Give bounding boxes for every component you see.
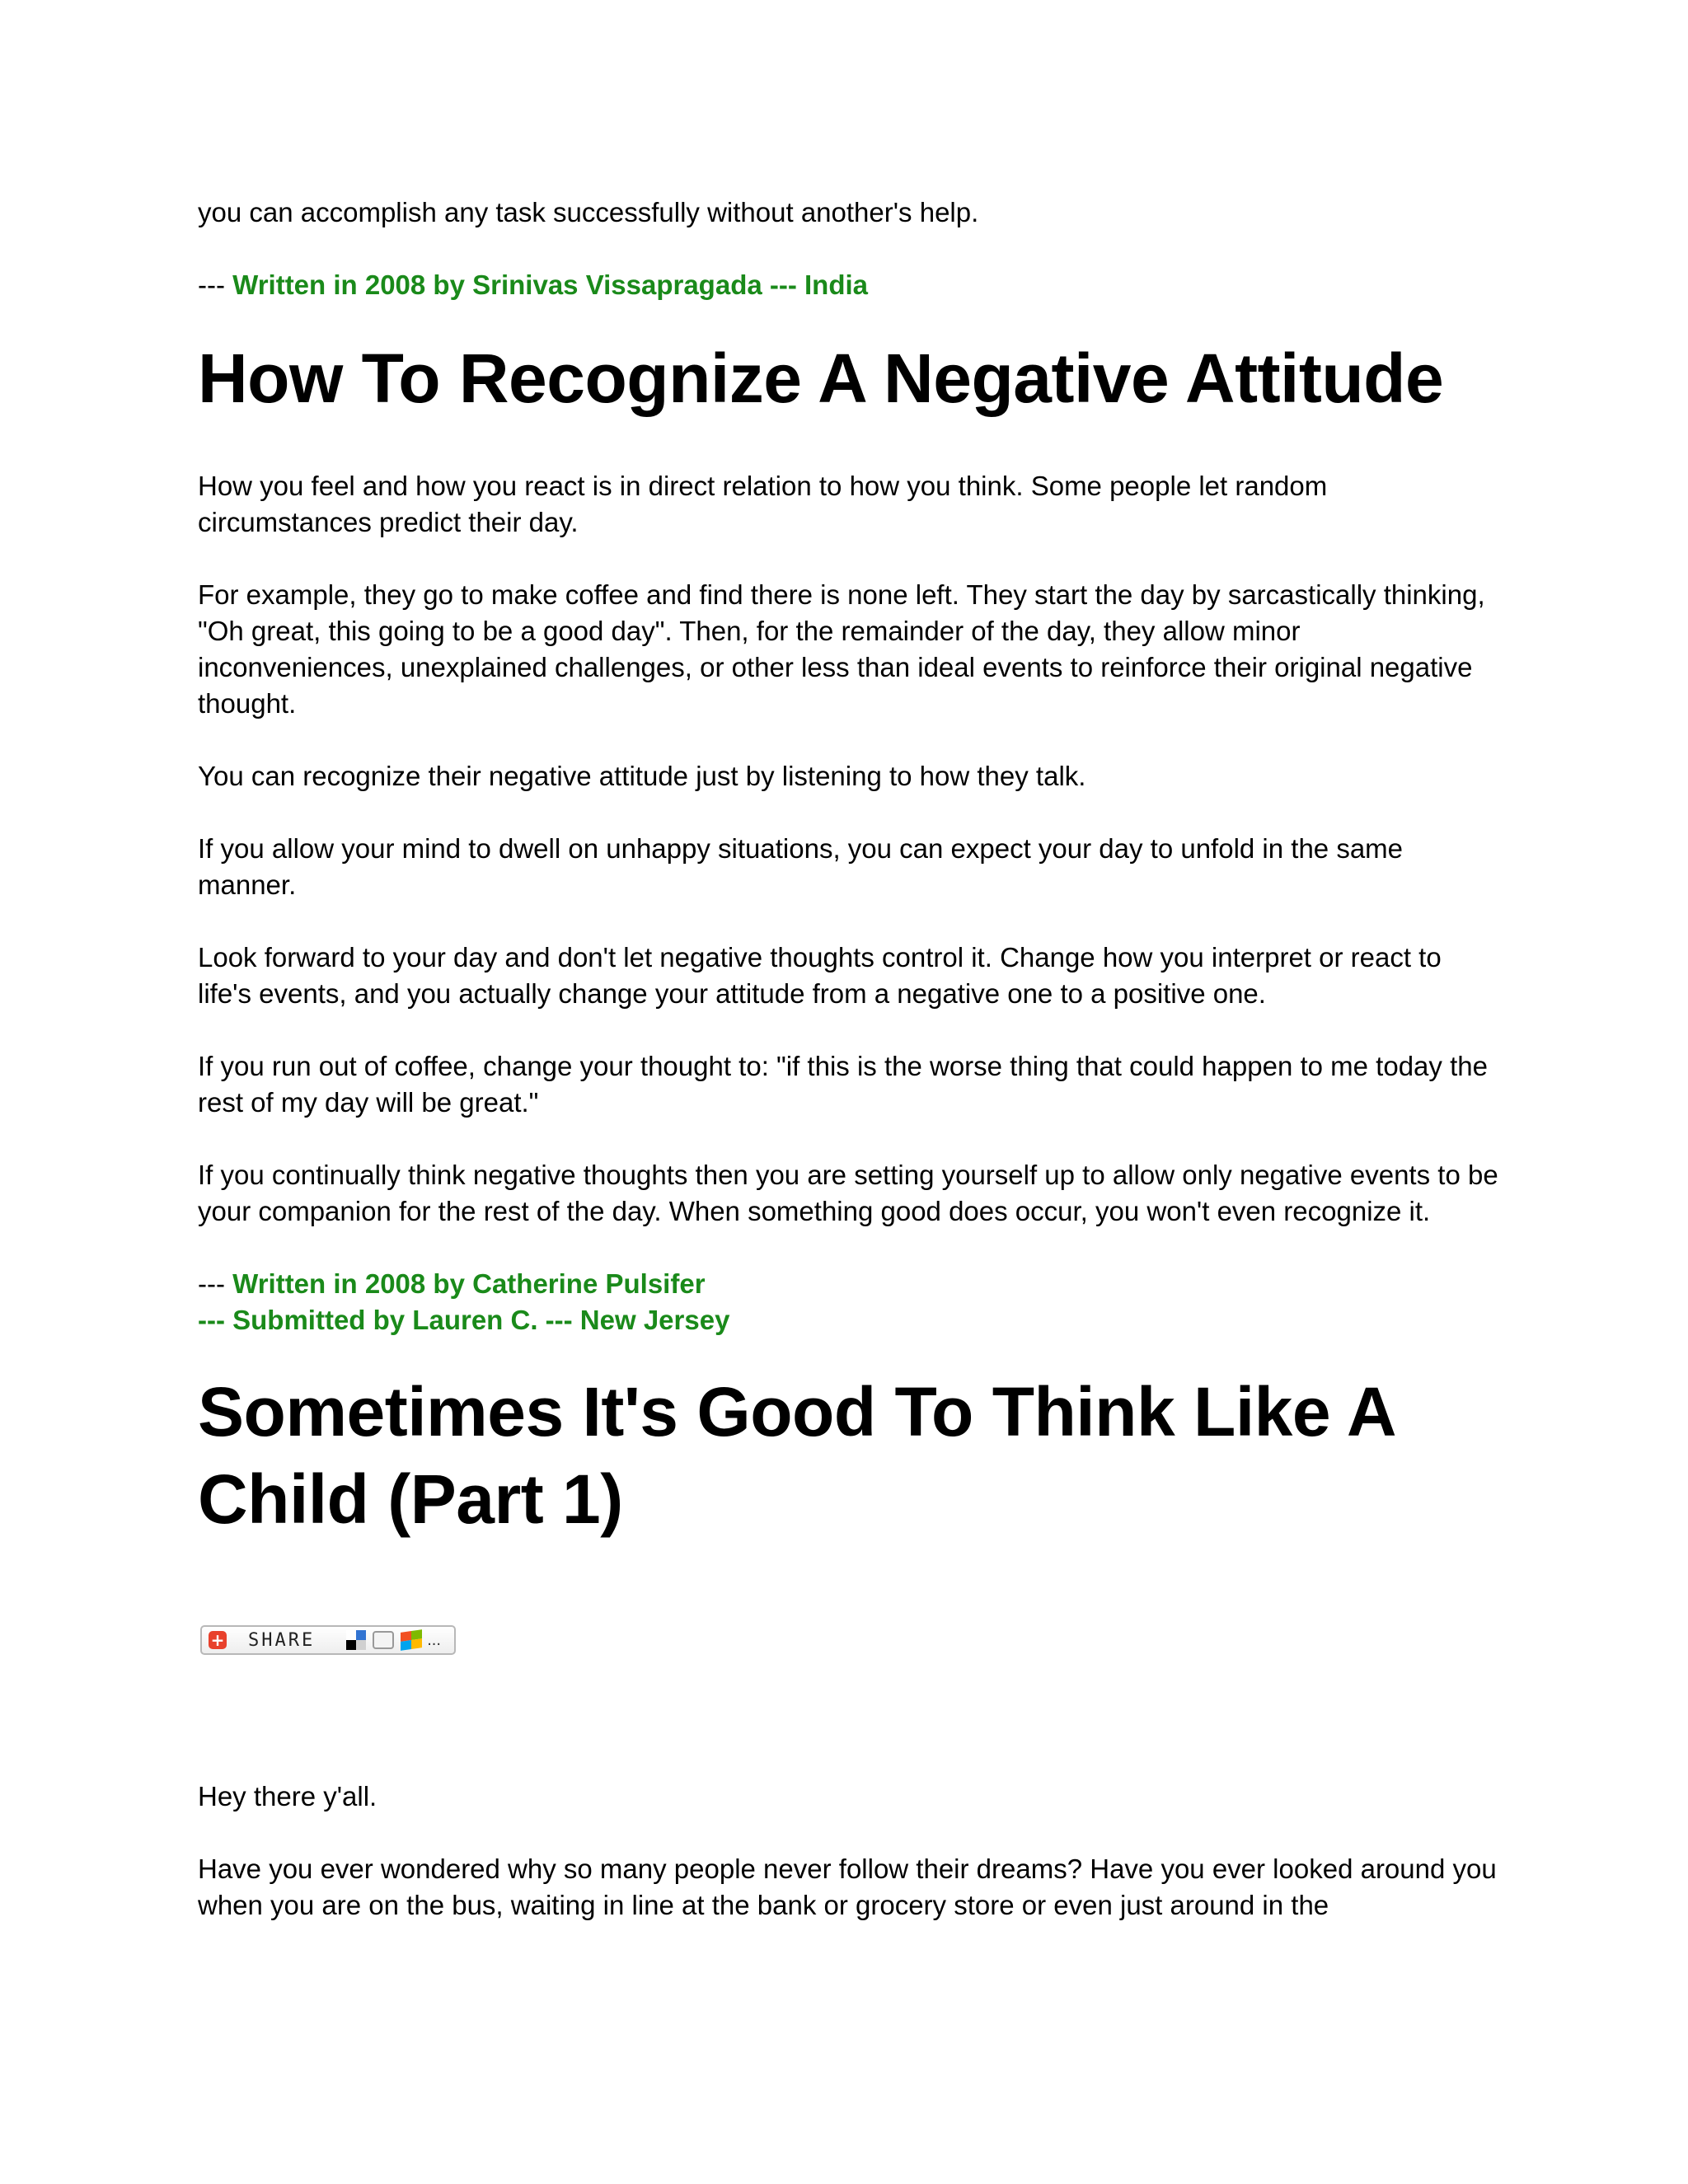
- credit-prefix: ---: [198, 269, 233, 300]
- windows-live-icon: [401, 1629, 422, 1651]
- credit-prefix: ---: [198, 1268, 233, 1299]
- article1-paragraph: If you run out of coffee, change your thought to: "if this is the worse thing that could happen to me today the rest of my day will be great.": [198, 1051, 1488, 1118]
- article1-submitted[interactable]: --- Submitted by Lauren C. --- New Jersey: [198, 1305, 730, 1335]
- share-label: SHARE: [248, 1629, 316, 1651]
- article2-title: Sometimes It's Good To Think Like A Child (Part 1): [198, 1373, 1394, 1538]
- share-button[interactable]: [200, 1625, 456, 1655]
- article1-paragraph: If you allow your mind to dwell on unhappy situations, you can expect your day to unfold in the same manner.: [198, 833, 1404, 900]
- article2-paragraph: Hey there y'all.: [198, 1781, 377, 1811]
- article1-paragraph: For example, they go to make coffee and find there is none left. They start the day by sarcastically thinking, "Oh great, this going to be a good day". Then, for the remainder of the day, they allow minor inconveniences, unexplained challenges, or other less than ideal events to reinforce their original negative thought.: [198, 579, 1485, 719]
- intro-text: you can accomplish any task successfully without another's help.: [198, 197, 979, 227]
- intro-credit: [198, 267, 1500, 303]
- share-plus-icon: +: [209, 1631, 227, 1649]
- article1-paragraph: Look forward to your day and don't let negative thoughts control it. Change how you interpret or react to life's events, and you actually change your attitude from a negative one to a positive one.: [198, 942, 1442, 1009]
- article1-paragraph: If you continually think negative thoughts then you are setting yourself up to allow only negative events to be your companion for the rest of the day. When something good does occur, you won't even recognize it.: [198, 1160, 1498, 1226]
- article1-credit: [198, 1266, 1500, 1302]
- article1-credits: [198, 1266, 1500, 1338]
- article1-paragraph: How you feel and how you react is in direct relation to how you think. Some people let random circumstances predict their day.: [198, 471, 1328, 537]
- article2-paragraph: Have you ever wondered why so many people never follow their dreams? Have you ever looked around you when you are on the bus, waiting in line at the bank or grocery store or even just around in the: [198, 1854, 1497, 1920]
- share-more-icon: ...: [427, 1631, 441, 1649]
- article1-paragraph: You can recognize their negative attitude just by listening to how they talk.: [198, 761, 1086, 791]
- intro-credit-link[interactable]: Written in 2008 by Srinivas Vissapragada --- India: [232, 269, 869, 300]
- document-page: [198, 194, 1500, 1960]
- digg-icon: [373, 1631, 394, 1649]
- article1-title: How To Recognize A Negative Attitude: [198, 340, 1444, 417]
- delicious-icon: [346, 1630, 366, 1650]
- article1-credit-link[interactable]: Written in 2008 by Catherine Pulsifer: [232, 1268, 706, 1299]
